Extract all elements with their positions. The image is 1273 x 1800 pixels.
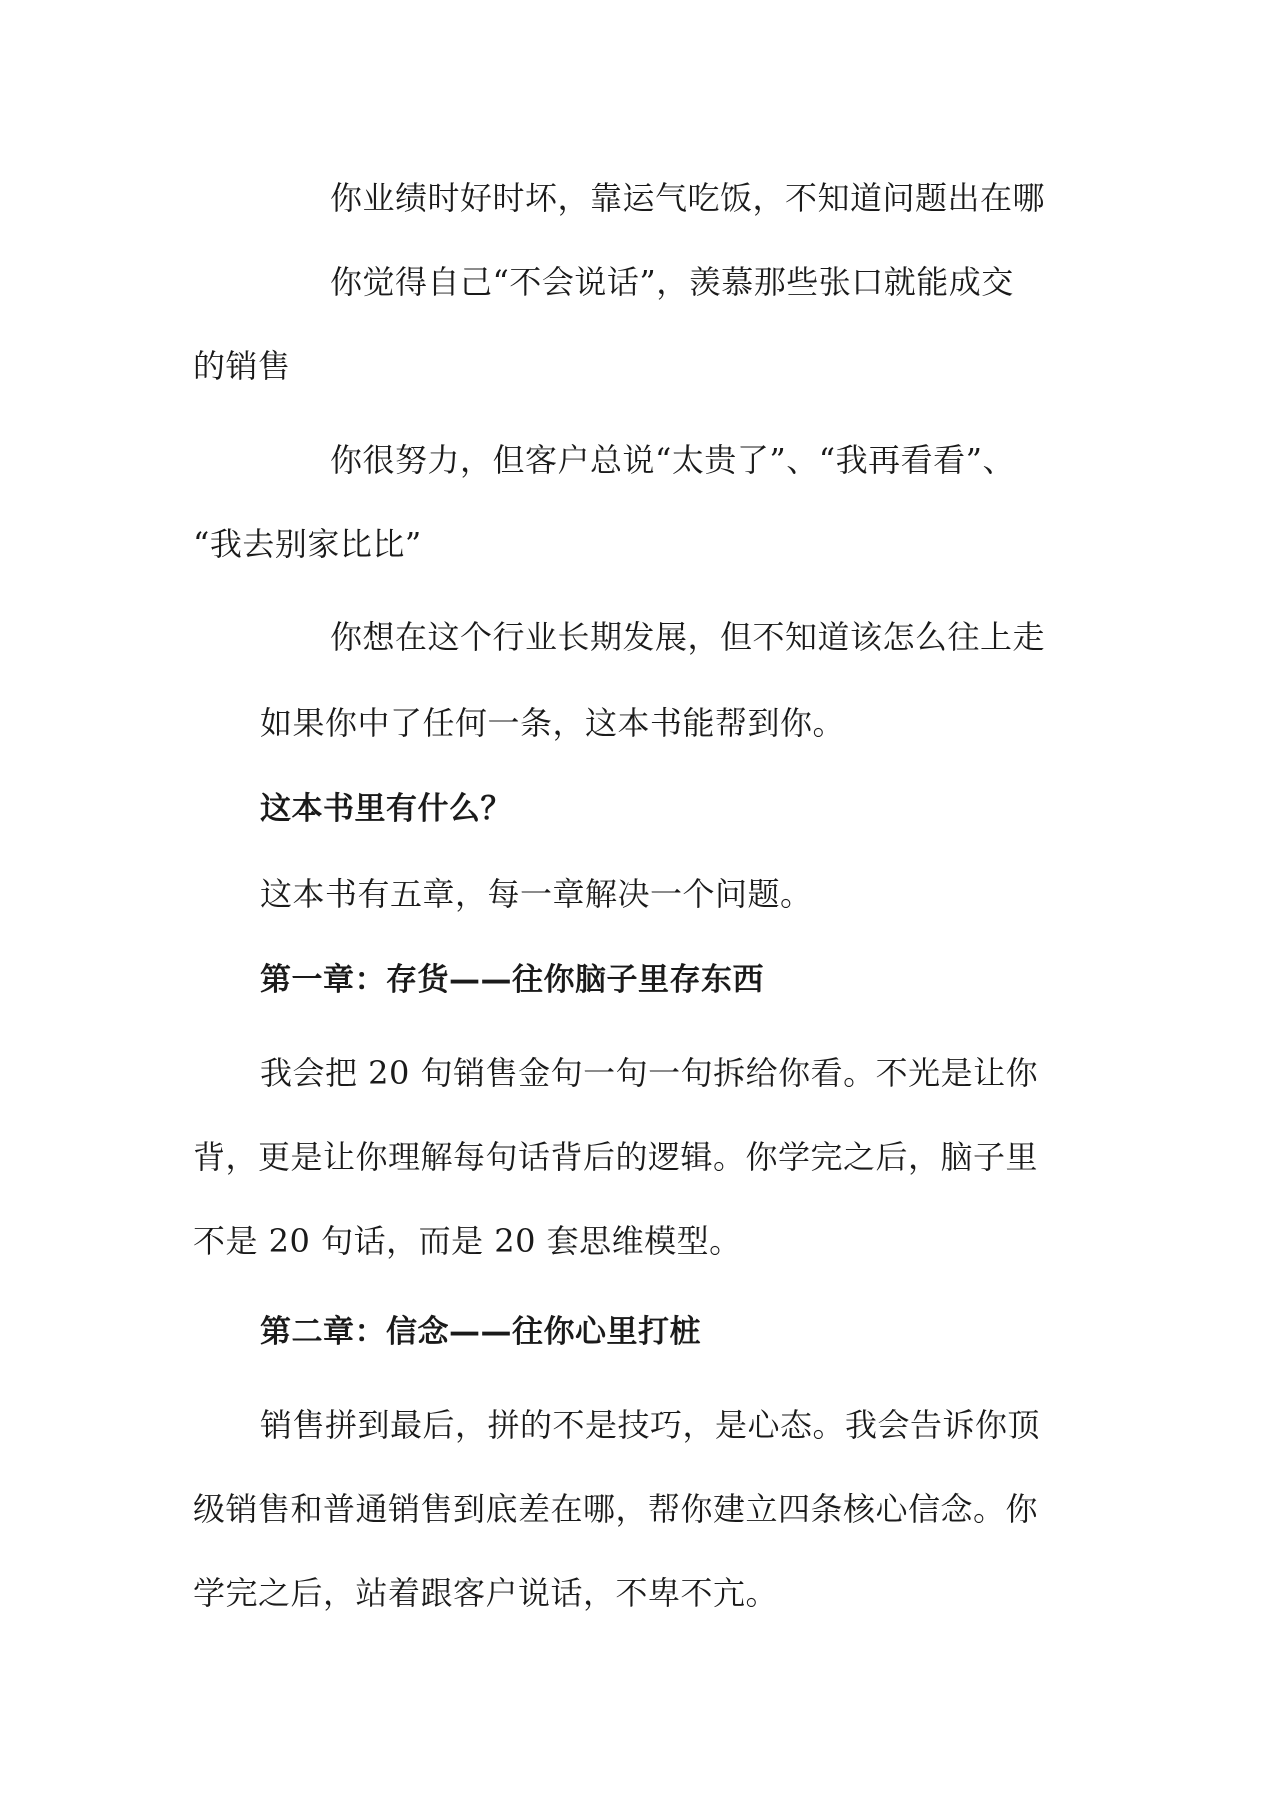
bullet-line-3: 你很努力，但客户总说“太贵了”、“我再看看”、 xyxy=(330,441,1015,479)
chapter-2-paragraph-line-3: 学完之后，站着跟客户说话，不卑不亢。 xyxy=(193,1574,779,1612)
bullet-line-1: 你业绩时好时坏，靠运气吃饭，不知道问题出在哪 xyxy=(330,179,1046,217)
bullet-line-3-continued: “我去别家比比” xyxy=(193,525,422,563)
bullet-line-4: 你想在这个行业长期发展，但不知道该怎么往上走 xyxy=(330,618,1046,656)
chapter-1-paragraph-line-2: 背，更是让你理解每句话背后的逻辑。你学完之后，脑子里 xyxy=(193,1138,1039,1176)
bullet-line-2-continued: 的销售 xyxy=(193,347,291,385)
chapter-1-paragraph-line-1: 我会把 20 句销售金句一句一句拆给你看。不光是让你 xyxy=(260,1054,1039,1092)
chapter-2-paragraph-line-1: 销售拼到最后，拼的不是技巧，是心态。我会告诉你顶 xyxy=(260,1406,1041,1444)
chapter-2-heading: 第二章：信念——往你心里打桩 xyxy=(260,1314,701,1350)
section-heading: 这本书里有什么？ xyxy=(260,791,512,827)
bullet-line-2: 你觉得自己“不会说话”，羡慕那些张口就能成交 xyxy=(330,263,1014,301)
chapter-1-paragraph-line-3: 不是 20 句话，而是 20 套思维模型。 xyxy=(193,1222,742,1260)
summary-paragraph: 如果你中了任何一条，这本书能帮到你。 xyxy=(260,704,846,742)
chapter-1-heading: 第一章：存货——往你脑子里存东西 xyxy=(260,962,764,998)
intro-paragraph: 这本书有五章，每一章解决一个问题。 xyxy=(260,875,813,913)
chapter-2-paragraph-line-2: 级销售和普通销售到底差在哪，帮你建立四条核心信念。你 xyxy=(193,1490,1039,1528)
